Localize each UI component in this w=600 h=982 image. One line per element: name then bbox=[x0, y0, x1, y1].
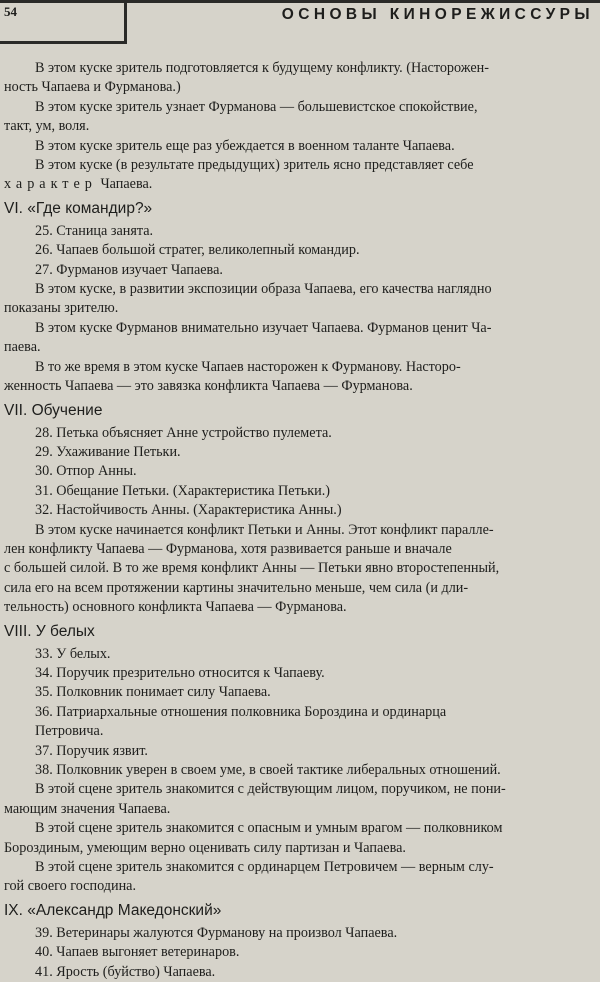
list-item bbox=[4, 703, 596, 742]
item-number: 35. bbox=[35, 684, 53, 701]
item-number: 26. bbox=[35, 242, 53, 259]
paragraph: В этой сцене зритель знакомится с опасным и умным врагом — полковником Бороздиным, умеющим верно оценивать силу партизан и Чапаева. bbox=[4, 820, 503, 856]
item-text: Чапаев выгоняет ветеринаров. bbox=[56, 944, 240, 961]
section-heading: VI. «Где командир?» bbox=[4, 199, 153, 217]
item-number: 38. bbox=[35, 762, 53, 778]
item-number: 34. bbox=[35, 664, 53, 681]
page-body bbox=[4, 59, 596, 982]
paragraph-line: Чапаева. bbox=[100, 176, 153, 193]
item-number: 39. bbox=[35, 924, 53, 941]
page-header bbox=[0, 0, 600, 44]
item-number: 25. bbox=[35, 222, 53, 239]
item-number: 33. bbox=[35, 645, 53, 662]
header-top-rule bbox=[0, 0, 600, 3]
section-heading: VIII. У белых bbox=[4, 622, 95, 640]
paragraph: В этом куске, в развитии экспозиции образа Чапаева, его качества наглядно показаны зрителю. bbox=[4, 281, 492, 317]
item-text: Чапаев большой стратег, великолепный командир. bbox=[56, 242, 360, 259]
paragraph: В этом куске начинается конфликт Петьки и Анны. Этот конфликт паралле- лен конфликту Чапаева — Фурманова, хотя развивается раньше и вначале с большей силой. В то же время конфликт Анны — Петьки явно второстепенный, сила его на всем протяжении картины значительно меньше, чем сила (и дли- тельность) основного конфликта Чапаева — Фурманова. bbox=[4, 521, 500, 616]
paragraph: В то же время в этом куске Чапаев насторожен к Фурманову. Насторо- женность Чапаева — это завязка конфликта Чапаева — Фурманова. bbox=[4, 358, 461, 395]
paragraph: В этой сцене зритель знакомится с ординарцем Петровичем — верным слу- гой своего господина. bbox=[4, 859, 494, 895]
paragraph: В этом куске зритель еще раз убеждается в военном таланте Чапаева. bbox=[35, 137, 455, 154]
list-item bbox=[4, 261, 596, 280]
paragraph: В этой сцене зритель знакомится с действующим лицом, поручиком, не пони- мающим значения Чапаева. bbox=[4, 781, 506, 817]
list-item bbox=[4, 761, 596, 780]
section-heading: VII. Обучение bbox=[4, 401, 103, 419]
item-text: Петька объясняет Анне устройство пулемета. bbox=[56, 424, 332, 441]
list-item bbox=[4, 664, 596, 683]
item-text: Ветеринары жалуются Фурманову на произвол Чапаева. bbox=[56, 924, 398, 941]
item-text: У белых. bbox=[56, 645, 111, 662]
list-item bbox=[4, 742, 596, 761]
item-number: 40. bbox=[35, 944, 53, 961]
running-title: ОСНОВЫ КИНОРЕЖИССУРЫ bbox=[281, 6, 594, 23]
item-number: 28. bbox=[35, 424, 53, 441]
item-text: Обещание Петьки. (Характеристика Петьки.) bbox=[56, 482, 331, 499]
paragraph-line: В этом куске (в результате предыдущих) зритель ясно представляет себе bbox=[35, 157, 474, 174]
header-corner-rule bbox=[0, 41, 126, 44]
item-text: Фурманов изучает Чапаева. bbox=[56, 261, 223, 278]
paragraph bbox=[4, 156, 596, 195]
list-item bbox=[4, 943, 596, 962]
item-text: Полковник уверен в своем уме, в своей тактике либеральных отношений. bbox=[56, 762, 501, 778]
list-item bbox=[4, 443, 596, 462]
item-text: Станица занята. bbox=[56, 222, 154, 239]
item-number: 37. bbox=[35, 742, 53, 759]
item-number: 31. bbox=[35, 482, 53, 499]
list-item bbox=[4, 924, 596, 943]
item-text: Поручик язвит. bbox=[56, 742, 148, 759]
list-item bbox=[4, 963, 596, 982]
list-item bbox=[4, 645, 596, 664]
item-number: 27. bbox=[35, 261, 53, 278]
section-heading: IX. «Александр Македонский» bbox=[4, 901, 222, 919]
list-item bbox=[4, 683, 596, 702]
item-number: 36. bbox=[35, 703, 53, 720]
item-number: 32. bbox=[35, 502, 53, 519]
item-text: Патриархальные отношения полковника Бороздина и ординарца Петровича. bbox=[35, 703, 447, 740]
item-text: Ухаживание Петьки. bbox=[56, 443, 181, 460]
spaced-word: характер bbox=[4, 176, 97, 193]
item-number: 41. bbox=[35, 963, 53, 980]
paragraph: В этом куске Фурманов внимательно изучает Чапаева. Фурманов ценит Ча- паева. bbox=[4, 319, 492, 356]
paragraph: В этом куске зритель подготовляется к будущему конфликту. (Насторожен- ность Чапаева и Фурманова.) bbox=[4, 60, 490, 96]
list-item bbox=[4, 424, 596, 443]
paragraph: В этом куске зритель узнает Фурманова — большевистское спокойствие, такт, ум, воля. bbox=[4, 98, 478, 135]
item-text: Настойчивость Анны. (Характеристика Анны.) bbox=[56, 502, 342, 519]
page-number: 54 bbox=[4, 4, 17, 19]
item-text: Ярость (буйство) Чапаева. bbox=[56, 963, 216, 980]
list-item bbox=[4, 482, 596, 501]
list-item bbox=[4, 462, 596, 481]
item-text: Поручик презрительно относится к Чапаеву. bbox=[56, 664, 325, 681]
sections-container bbox=[4, 199, 596, 982]
item-number: 30. bbox=[35, 463, 53, 480]
list-item bbox=[4, 241, 596, 260]
item-text: Отпор Анны. bbox=[56, 463, 137, 480]
item-text: Полковник понимает силу Чапаева. bbox=[56, 684, 271, 701]
header-vertical-rule bbox=[124, 0, 127, 44]
list-item bbox=[4, 501, 596, 520]
item-number: 29. bbox=[35, 443, 53, 460]
list-item bbox=[4, 222, 596, 241]
